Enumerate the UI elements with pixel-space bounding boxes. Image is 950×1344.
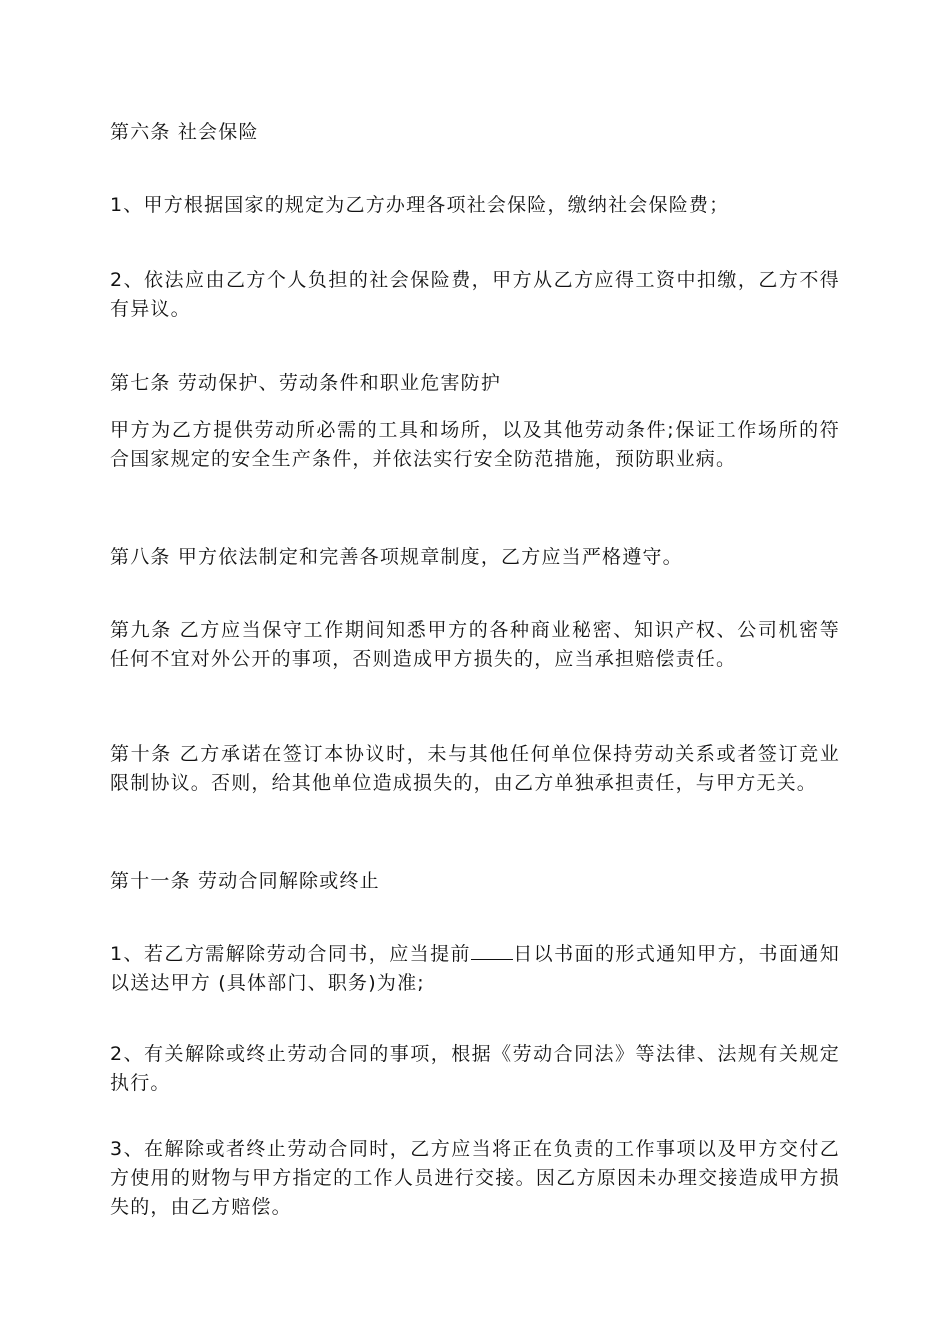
heading-article-11: 第十一条 劳动合同解除或终止 [110, 870, 380, 892]
paragraph-7: 甲方为乙方提供劳动所必需的工具和场所，以及其他劳动条件;保证工作场所的符合国家规定的安全生产条件，并依法实行安全防范措施，预防职业病。 [110, 419, 840, 470]
paragraph-11-1 [110, 940, 840, 998]
paragraph-article-9: 第九条 乙方应当保守工作期间知悉甲方的各种商业秘密、知识产权、公司机密等任何不宜对外公开的事项，否则造成甲方损失的，应当承担赔偿责任。 [110, 619, 840, 670]
paragraph-article-8: 第八条 甲方依法制定和完善各项规章制度，乙方应当严格遵守。 [110, 546, 683, 568]
heading-article-7: 第七条 劳动保护、劳动条件和职业危害防护 [110, 372, 502, 394]
paragraph-6-1: 1、甲方根据国家的规定为乙方办理各项社会保险，缴纳社会保险费； [110, 194, 730, 216]
paragraph-article-10: 第十条 乙方承诺在签订本协议时，未与其他任何单位保持劳动关系或者签订竞业限制协议。否则，给其他单位造成损失的，由乙方单独承担责任，与甲方无关。 [110, 743, 840, 794]
paragraph-11-3: 3、在解除或者终止劳动合同时，乙方应当将正在负责的工作事项以及甲方交付乙方使用的财物与甲方指定的工作人员进行交接。因乙方原因未办理交接造成甲方损失的，由乙方赔偿。 [110, 1138, 840, 1218]
paragraph-11-1-after: 日以书面的形式通知甲方，书面通知以送达甲方 (具体部门、职务)为准; [110, 943, 840, 994]
paragraph-6-2: 2、依法应由乙方个人负担的社会保险费，甲方从乙方应得工资中扣缴，乙方不得有异议。 [110, 269, 840, 320]
paragraph-11-2: 2、有关解除或终止劳动合同的事项，根据《劳动合同法》等法律、法规有关规定执行。 [110, 1043, 840, 1094]
heading-article-6: 第六条 社会保险 [110, 121, 259, 143]
notice-days-blank [471, 941, 513, 960]
paragraph-11-1-before: 1、若乙方需解除劳动合同书，应当提前 [110, 943, 471, 965]
